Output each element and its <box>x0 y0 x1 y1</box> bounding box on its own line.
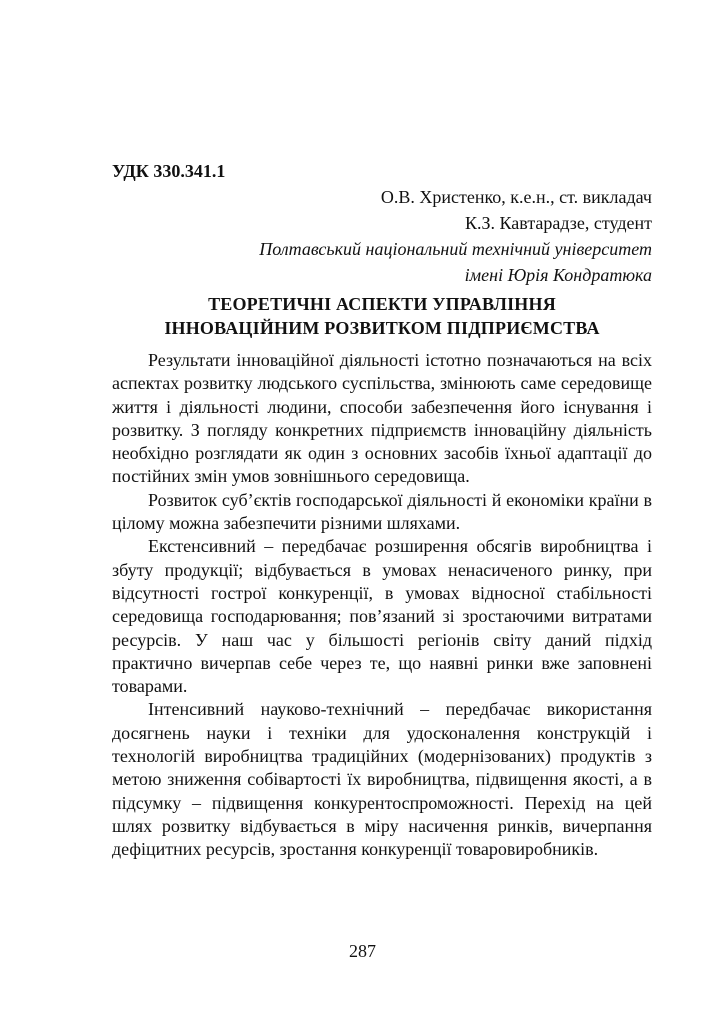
page-number: 287 <box>349 941 376 961</box>
body-paragraph: Результати інноваційної діяльності істотно позначаються на всіх аспектах розвитку людського суспільства, змінюють саме середовище життя і діяльності людини, способи забезпечення його існування і розвитку. З погляду конкретних підприємств інноваційну діяльність необхідно розглядати як один з основних засобів їхньої адаптації до постійних змін умов зовнішнього середовища. <box>112 350 652 487</box>
affiliation-line: імені Юрія Кондратюка <box>464 265 652 285</box>
author-line: О.В. Христенко, к.е.н., ст. викладач <box>380 187 652 207</box>
udk-code: УДК 330.341.1 <box>112 161 226 181</box>
affiliation-line: Полтавський національний технічний університет <box>259 239 652 259</box>
body-paragraph: Екстенсивний – передбачає розширення обсягів виробництва і збуту продукції; відбувається в умовах ненасиченого ринку, при відсутності гострої конкуренції, в умовах відносної стабільності середовища господарювання; пов’язаний зі зростаючими витратами ресурсів. У наш час у більшості регіонів світу даний підхід практично вичерпав себе через те, що наявні ринки вже заповнені товарами. <box>112 536 652 697</box>
body-paragraph: Інтенсивний науково-технічний – передбачає використання досягнень науки і техніки для удосконалення конструкцій і технологій виробництва традиційних (модернізованих) продуктів з метою зниження собівартості їх виробництва, підвищення якості, а в підсумку – підвищення конкурентоспроможності. Перехід на цей шлях розвитку відбувається в міру насичення ринків, вичерпання дефіцитних ресурсів, зростання конкуренції товаровиробників. <box>112 699 652 860</box>
title-line: ІННОВАЦІЙНИМ РОЗВИТКОМ ПІДПРИЄМСТВА <box>164 318 600 338</box>
author-block <box>112 184 652 288</box>
body-paragraph: Розвиток суб’єктів господарської діяльності й економіки країни в цілому можна забезпечити різними шляхами. <box>112 489 652 534</box>
title-line: ТЕОРЕТИЧНІ АСПЕКТИ УПРАВЛІННЯ <box>208 294 556 314</box>
author-line: К.З. Кавтарадзе, студент <box>464 213 652 233</box>
article-body <box>112 349 652 862</box>
article-title <box>112 292 652 340</box>
